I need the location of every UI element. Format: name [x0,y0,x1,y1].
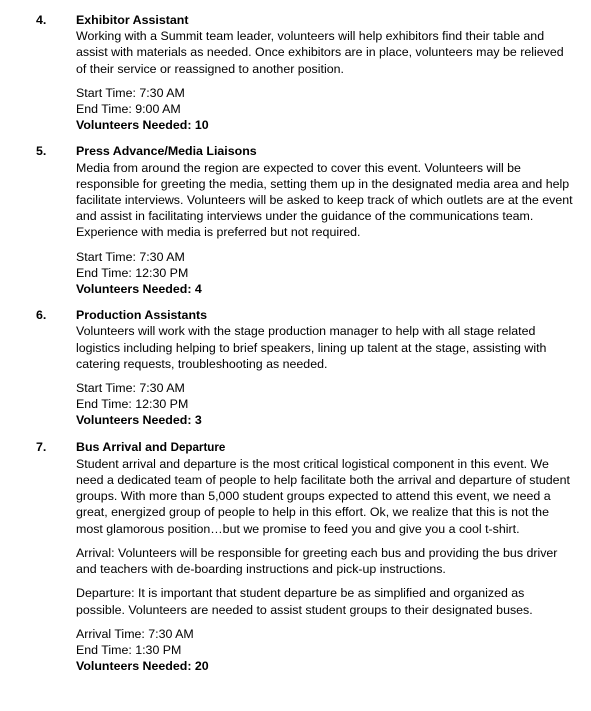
item-number: 6. [36,308,47,323]
role-description: Working with a Summit team leader, volunteers will help exhibitors find their table and assist with materials as needed. Once exhibitors are in place, volunteers may be relieved of their service or reassigned to another position. [76,29,564,76]
role-title-tail: Departure [170,440,226,454]
role-description: Volunteers will work with the stage production manager to help with all stage related logistics including helping to brief speakers, lining up talent at the stage, assisting with catering requests, troubleshooting as needed. [76,324,547,371]
volunteer-role-exhibitor-assistant [0,12,591,133]
start-time: Start Time: 7:30 AM [76,381,185,396]
role-schedule [76,626,575,675]
volunteers-needed: Volunteers Needed: 3 [76,413,202,428]
volunteer-role-production-assistants [0,307,591,428]
role-schedule [76,380,575,429]
end-time: End Time: 12:30 PM [76,397,189,412]
role-schedule [76,249,575,298]
volunteers-needed: Volunteers Needed: 20 [76,659,209,674]
volunteers-needed: Volunteers Needed: 10 [76,118,209,133]
role-title-main: Bus Arrival and [76,439,171,454]
volunteers-needed: Volunteers Needed: 4 [76,282,202,297]
departure-paragraph: Departure: It is important that student departure be as simplified and organized as possible. Volunteers are needed to assist student groups to their designated buses. [76,586,533,617]
volunteer-role-press-advance [0,143,591,297]
arrival-time: Arrival Time: 7:30 AM [76,626,194,641]
volunteer-role-bus-arrival-departure [0,439,591,675]
end-time: End Time: 12:30 PM [76,265,189,280]
role-title: Production Assistants [76,308,208,323]
role-description: Student arrival and departure is the most critical logistical component in this event. We need a dedicated team of people to help facilitate both the arrival and departure of student groups. With more than 5,000 student groups expected to attend this event, we need a great, energized group of people to help in this effort. Ok, we realize that this is not the most glamorous position…but we promise to feed you and give you a cool t-shirt. [76,456,570,536]
end-time: End Time: 1:30 PM [76,642,182,657]
item-number: 4. [36,13,47,27]
arrival-paragraph: Arrival: Volunteers will be responsible for greeting each bus and providing the bus driver and teachers with de-boarding instructions and pick-up instructions. [76,545,558,577]
role-schedule [76,85,575,134]
role-description: Media from around the region are expected to cover this event. Volunteers will be responsible for greeting the media, setting them up in the designated media area and help facilitate interviews. Volunteers will be asked to keep track of which outlets are at the event and assist in facilitating interviews under the guidance of the communications team. Experience with media is preferred but not required. [76,160,573,240]
item-number: 5. [36,144,47,159]
role-title: Press Advance/Media Liaisons [76,144,257,159]
start-time: Start Time: 7:30 AM [76,85,185,100]
role-title [76,439,575,456]
item-number: 7. [36,439,47,454]
role-title: Exhibitor Assistant [76,13,189,27]
start-time: Start Time: 7:30 AM [76,249,185,264]
end-time: End Time: 9:00 AM [76,102,181,117]
